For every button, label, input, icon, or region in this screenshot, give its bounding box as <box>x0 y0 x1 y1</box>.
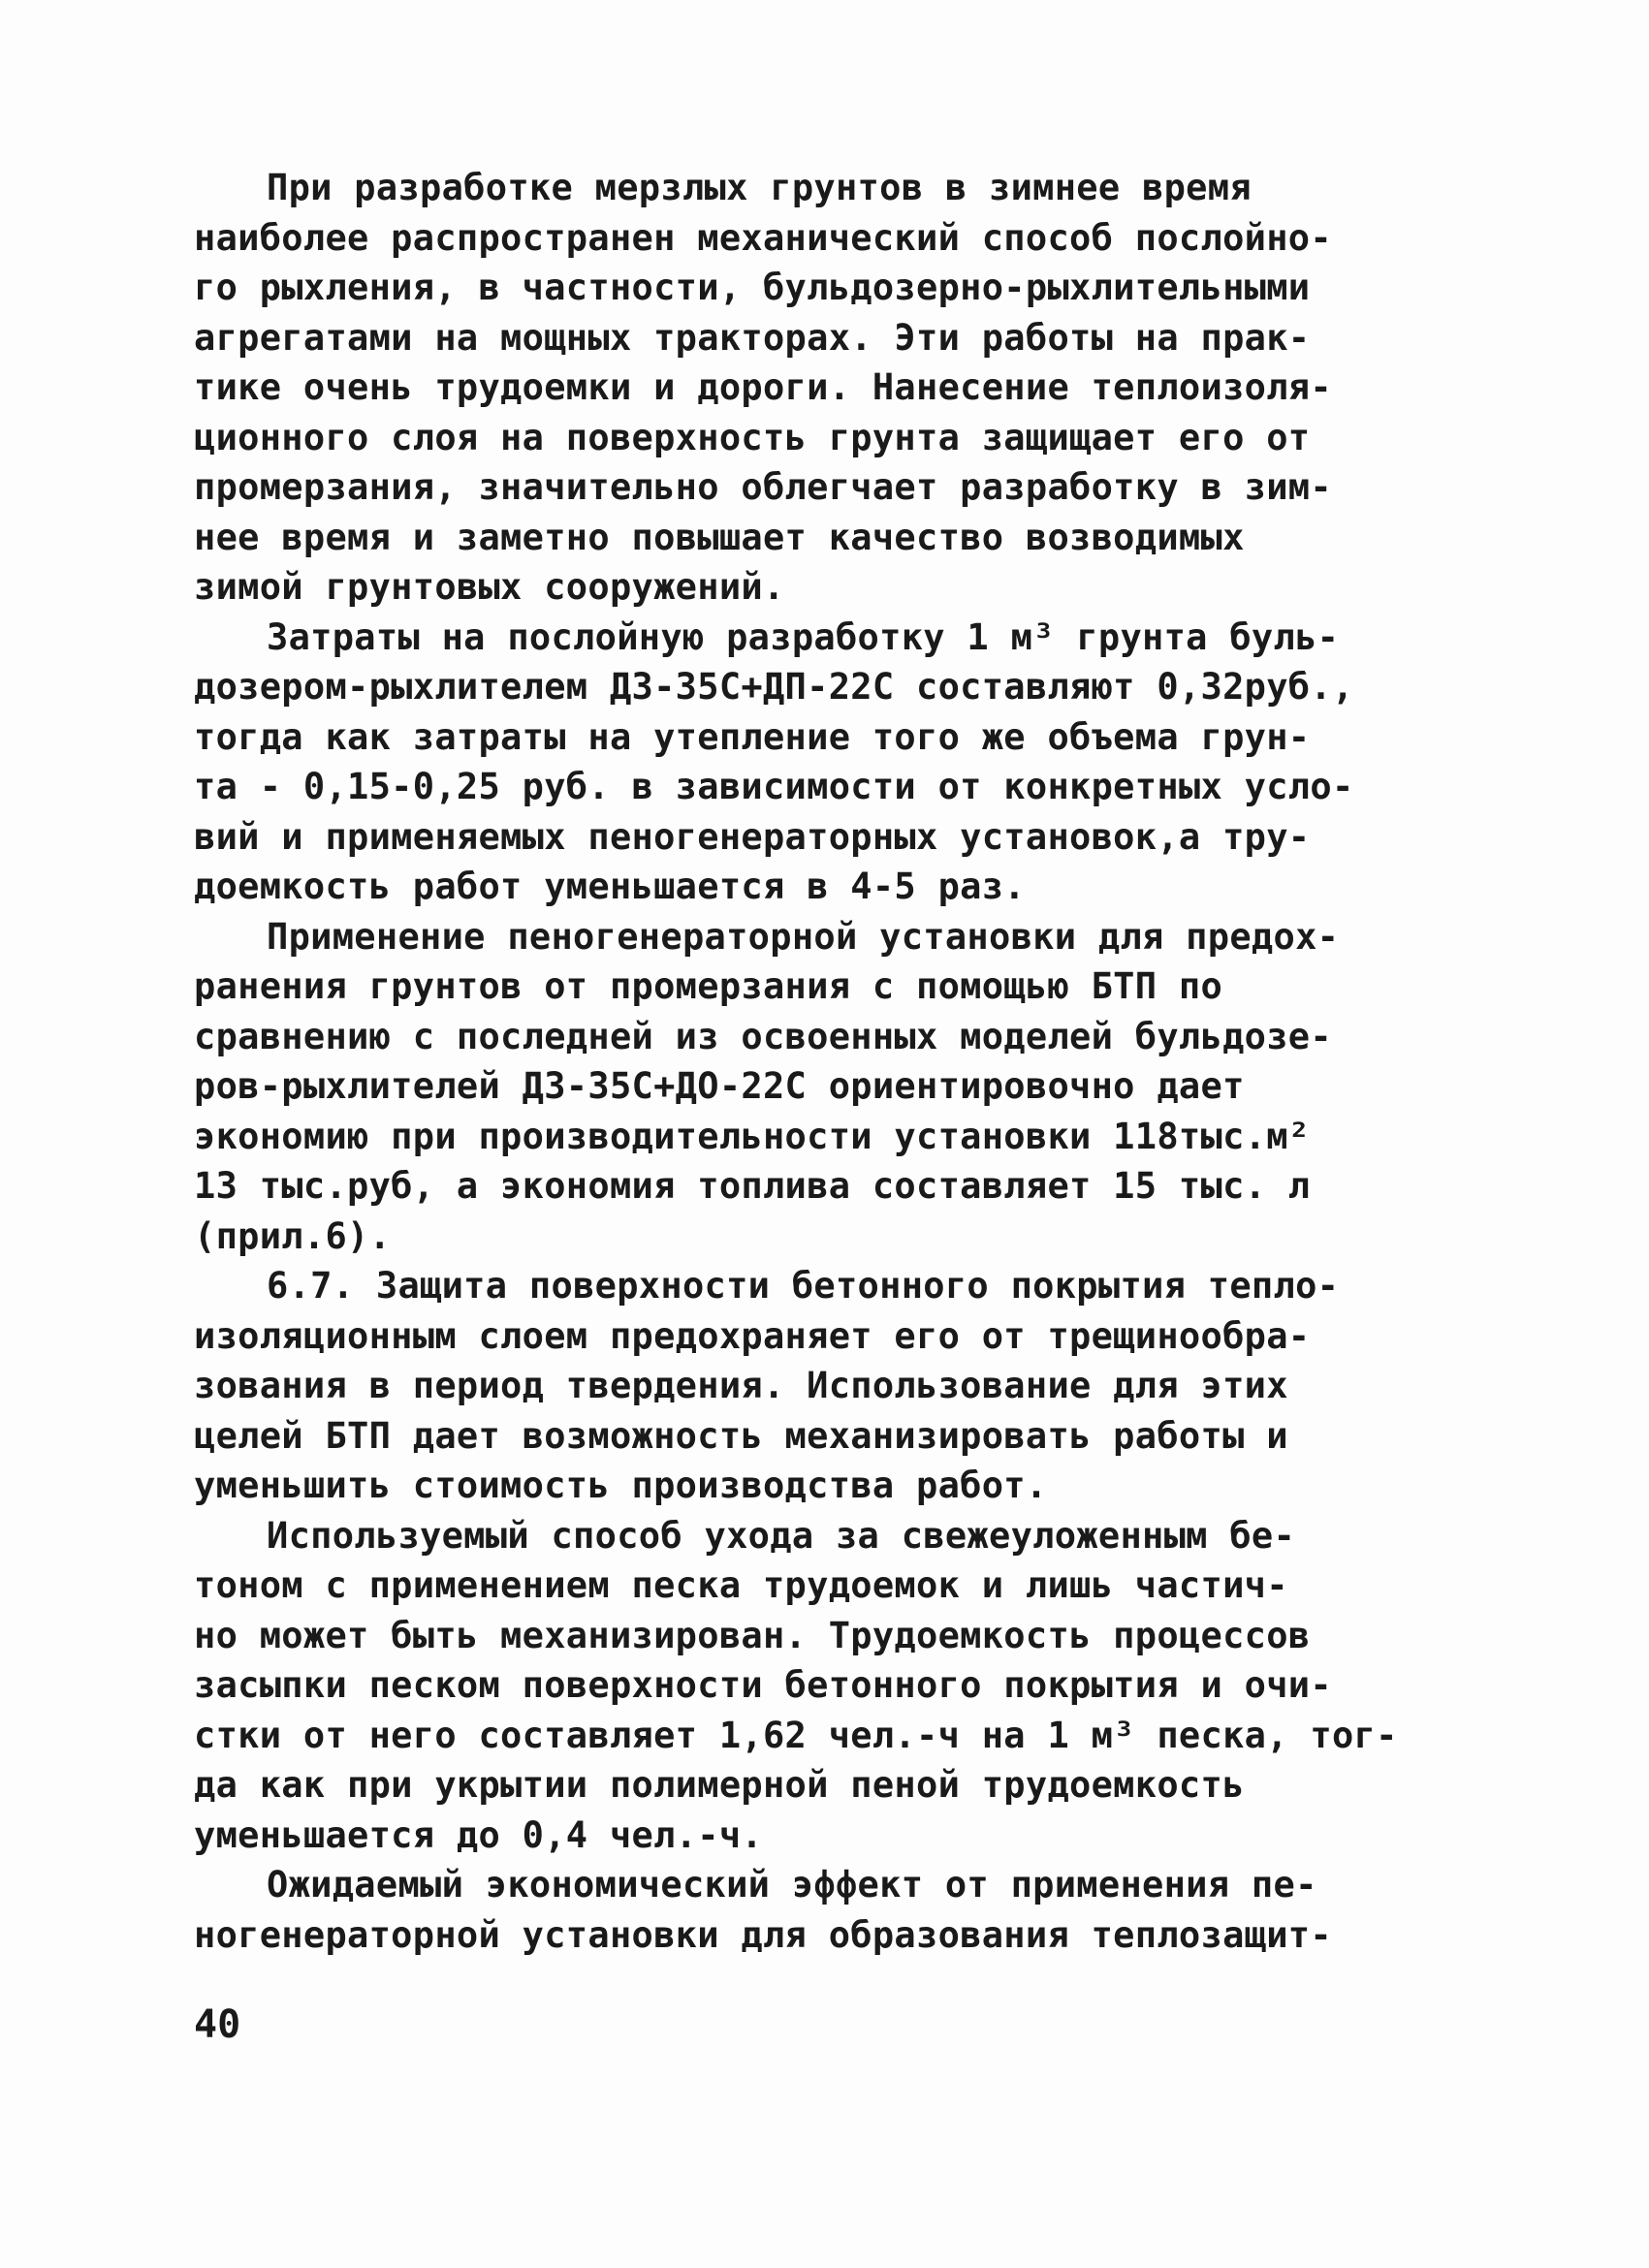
text-line: ранения грунтов от промерзания с помощью БТП по <box>194 965 1223 1007</box>
text-line: тоном с применением песка трудоемок и лишь частич- <box>194 1564 1288 1606</box>
text-line: зования в период твердения. Использование для этих <box>194 1365 1288 1406</box>
text-line: уменьшить стоимость производства работ. <box>194 1465 1048 1506</box>
text-line: промерзания, значительно облегчает разработку в зим- <box>194 466 1332 508</box>
text-line: Используемый способ ухода за свежеуложенным бе- <box>267 1514 1296 1557</box>
text-line: наиболее распространен механический способ послойно- <box>194 216 1332 259</box>
text-line: изоляционным слоем предохраняет его от трещинообра- <box>194 1314 1311 1357</box>
text-line: зимой грунтовых сооружений. <box>194 566 785 608</box>
paragraph-1 <box>194 163 1454 613</box>
text-line: 6.7. Защита поверхности бетонного покрытия тепло- <box>267 1265 1340 1307</box>
text-line: ционного слоя на поверхность грунта защищает его от <box>194 416 1311 458</box>
text-line: ногенераторной установки для образования теплозащит- <box>194 1913 1332 1956</box>
text-line: тогда как затраты на утепление того же объема грун- <box>194 715 1311 758</box>
paragraph-3 <box>194 912 1454 1262</box>
text-line: При разработке мерзлых грунтов в зимнее время <box>267 167 1252 208</box>
paragraph-6 <box>194 1860 1454 1960</box>
page-number: 40 <box>194 2002 241 2047</box>
text-line: Ожидаемый экономический эффект от применения пе- <box>267 1864 1317 1906</box>
text-line: (прил.6). <box>194 1214 392 1257</box>
text-line: засыпки песком поверхности бетонного покрытия и очи- <box>194 1664 1332 1706</box>
body-text <box>194 163 1454 1960</box>
text-line: да как при укрытии полимерной пеной трудоемкость <box>194 1764 1245 1806</box>
text-line: агрегатами на мощных тракторах. Эти работы на прак- <box>194 316 1311 359</box>
text-line: но может быть механизирован. Трудоемкость процессов <box>194 1614 1311 1656</box>
text-line: дозером-рыхлителем ДЗ-35С+ДП-22С составляют 0,32руб., <box>194 666 1354 708</box>
text-line: стки от него составляет 1,62 чел.-ч на 1 м³ песка, тог- <box>194 1714 1398 1756</box>
text-line: нее время и заметно повышает качество возводимых <box>194 516 1245 558</box>
text-line: ров-рыхлителей ДЗ-35С+ДО-22С ориентировочно дает <box>194 1065 1245 1107</box>
paragraph-4 <box>194 1261 1454 1511</box>
text-line: вий и применяемых пеногенераторных установок,а тру- <box>194 815 1311 858</box>
text-line: экономию при производительности установки 118тыс.м² <box>194 1115 1311 1157</box>
text-line: тике очень трудоемки и дороги. Нанесение теплоизоля- <box>194 366 1332 408</box>
text-line: доемкость работ уменьшается в 4-5 раз. <box>194 866 1026 907</box>
text-line: Затраты на послойную разработку 1 м³ грунта буль- <box>267 615 1340 658</box>
text-line: та - 0,15-0,25 руб. в зависимости от конкретных усло- <box>194 766 1354 807</box>
text-line: целей БТП дает возможность механизировать работы и <box>194 1414 1288 1457</box>
text-line: Применение пеногенераторной установки для предох- <box>267 915 1340 958</box>
text-line: уменьшается до 0,4 чел.-ч. <box>194 1813 763 1856</box>
paragraph-5 <box>194 1511 1454 1861</box>
text-line: го рыхления, в частности, бульдозерно-рыхлительными <box>194 267 1311 308</box>
text-line: сравнению с последней из освоенных моделей бульдозе- <box>194 1015 1332 1057</box>
text-line: 13 тыс.руб, а экономия топлива составляет 15 тыс. л <box>194 1165 1311 1207</box>
paragraph-2 <box>194 613 1454 912</box>
